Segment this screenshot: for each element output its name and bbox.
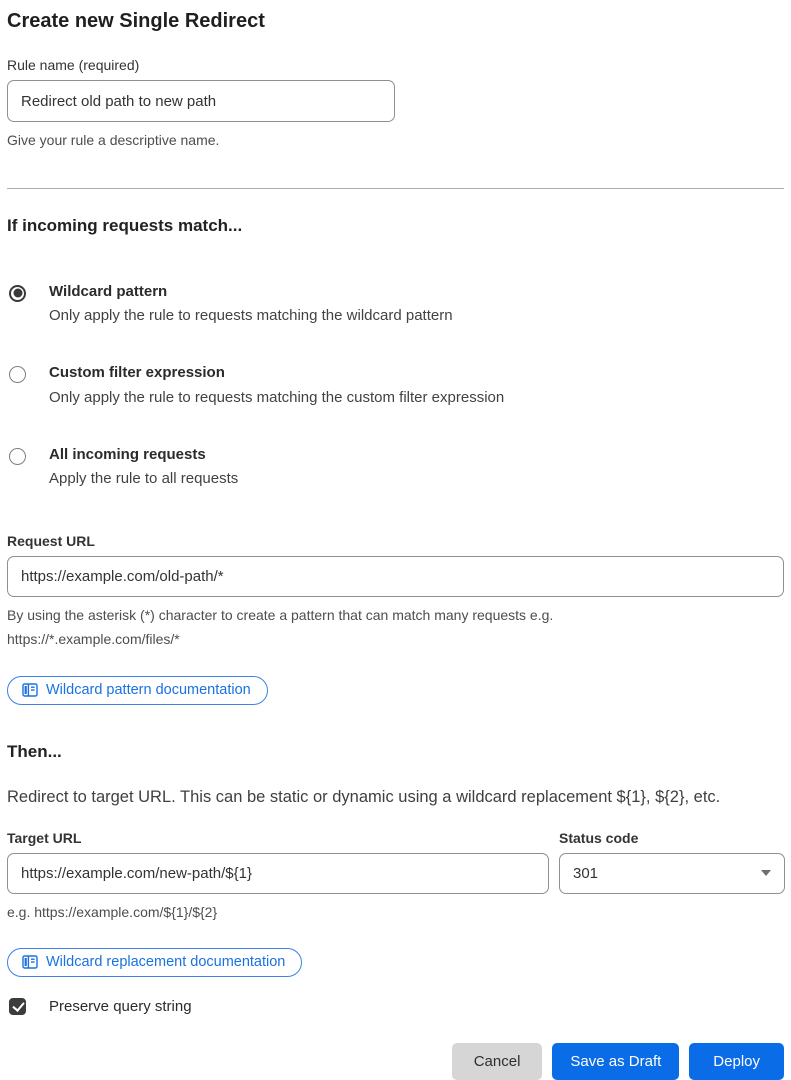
- deploy-button[interactable]: Deploy: [689, 1043, 784, 1080]
- radio-option-custom-filter[interactable]: [7, 363, 784, 408]
- radio-description: Apply the rule to all requests: [49, 470, 239, 488]
- radio-option-all-requests[interactable]: [7, 445, 784, 490]
- open-book-icon: [22, 683, 38, 697]
- radio-option-wildcard-pattern[interactable]: [7, 282, 784, 327]
- wildcard-replacement-docs-button[interactable]: [7, 948, 302, 977]
- radio-description: Only apply the rule to requests matching the custom filter expression: [49, 388, 505, 406]
- page-title: Create new Single Redirect: [7, 10, 265, 32]
- doc-button-label: Wildcard pattern documentation: [46, 681, 251, 698]
- status-code-value: 301: [573, 864, 599, 882]
- radio-description: Only apply the rule to requests matching the wildcard pattern: [49, 307, 453, 325]
- request-url-input[interactable]: [7, 556, 784, 597]
- target-url-help: e.g. https://example.com/${1}/${2}: [7, 903, 218, 920]
- radio-label[interactable]: Wildcard pattern: [49, 282, 168, 300]
- status-code-label: Status code: [559, 829, 639, 846]
- request-url-help-line2: https://*.example.com/files/*: [7, 631, 180, 648]
- radio-label[interactable]: All incoming requests: [49, 445, 206, 463]
- section-divider: [7, 188, 784, 189]
- save-as-draft-button[interactable]: Save as Draft: [552, 1043, 679, 1080]
- radio-button[interactable]: [9, 366, 26, 383]
- preserve-query-label[interactable]: Preserve query string: [49, 997, 192, 1015]
- rule-name-label: Rule name (required): [7, 57, 140, 73]
- status-code-select[interactable]: [559, 853, 785, 894]
- chevron-down-icon: [761, 870, 771, 876]
- then-description: Redirect to target URL. This can be static or dynamic using a wildcard replacement ${1}, ${2}, etc.: [7, 787, 721, 806]
- status-code-field: [559, 830, 785, 925]
- match-type-radio-group: [7, 282, 784, 490]
- target-url-label: Target URL: [7, 829, 82, 846]
- request-url-label: Request URL: [7, 533, 95, 550]
- radio-label[interactable]: Custom filter expression: [49, 364, 225, 382]
- wildcard-pattern-docs-button[interactable]: [7, 676, 268, 705]
- target-url-input[interactable]: [7, 853, 549, 894]
- target-url-field: [7, 830, 549, 925]
- rule-name-field: [7, 57, 784, 153]
- radio-button[interactable]: [9, 285, 26, 302]
- radio-button[interactable]: [9, 448, 26, 465]
- rule-name-input[interactable]: [7, 80, 395, 122]
- cancel-button[interactable]: Cancel: [452, 1043, 543, 1080]
- rule-name-help: Give your rule a descriptive name.: [7, 132, 220, 148]
- request-url-help: [7, 604, 784, 652]
- request-url-field: [7, 533, 784, 652]
- then-section-heading: Then...: [7, 741, 62, 761]
- match-section-heading: If incoming requests match...: [7, 215, 243, 235]
- doc-button-label: Wildcard replacement documentation: [46, 953, 286, 970]
- open-book-icon: [22, 955, 38, 969]
- preserve-query-row[interactable]: [7, 998, 784, 1015]
- target-status-row: [7, 830, 784, 925]
- footer-actions: [7, 1043, 784, 1080]
- request-url-help-line1: By using the asterisk (*) character to create a pattern that can match many requests e.g.: [7, 607, 554, 624]
- preserve-query-checkbox[interactable]: [9, 998, 26, 1015]
